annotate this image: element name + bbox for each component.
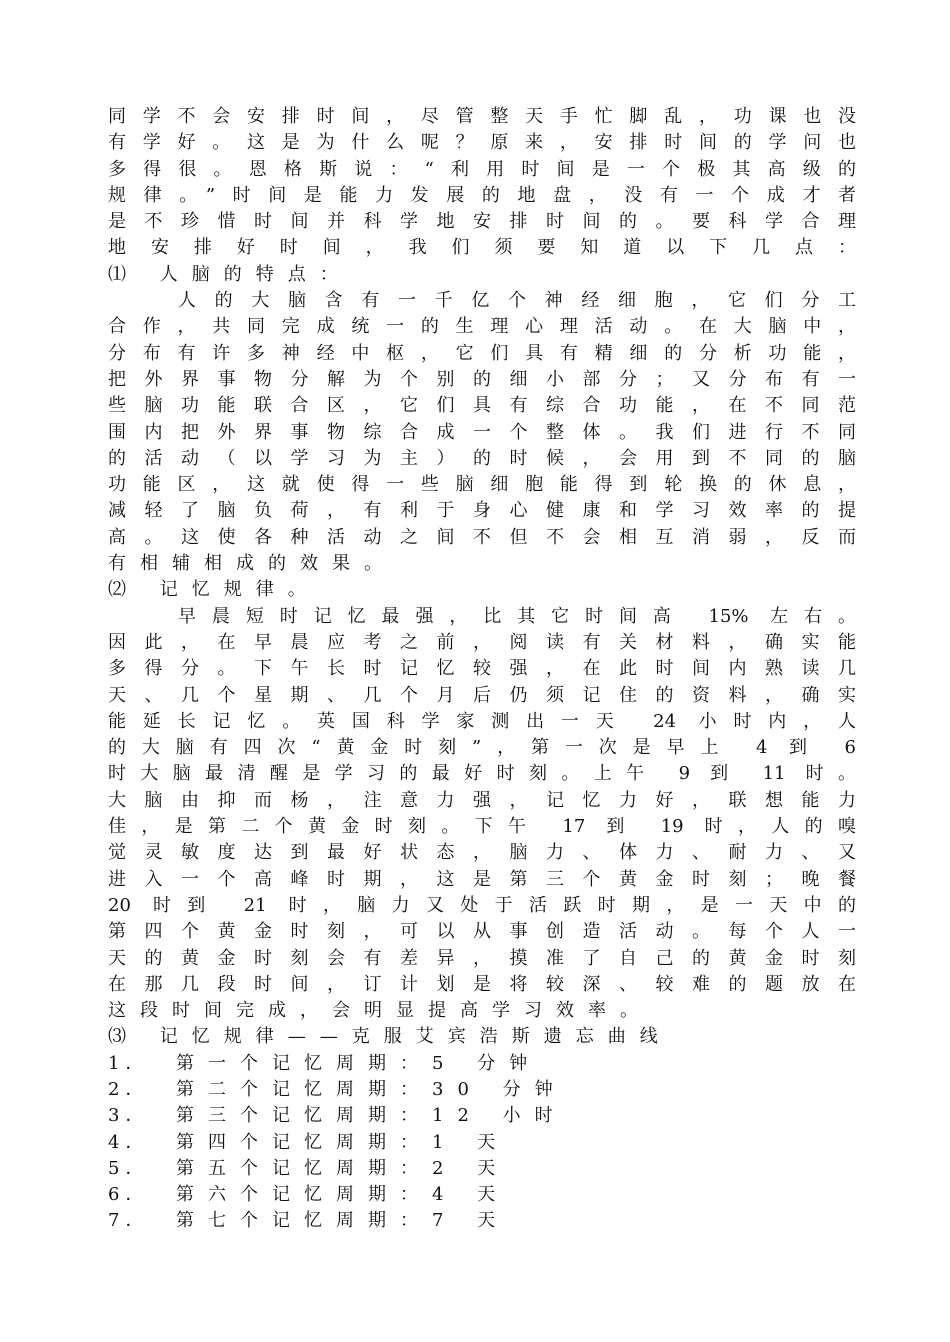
list-number: 1． (108, 1052, 150, 1074)
list-item (108, 1156, 856, 1182)
paragraph-line: 这段时间完成，会明显提高学习效率。 (108, 1000, 652, 1022)
list-text: 第四个记忆周期：1 天 (176, 1131, 510, 1153)
paragraph-line: 减轻了脑负荷，有利于身心健康和学习效率的提 (108, 500, 856, 522)
list-text: 第五个记忆周期：2 天 (176, 1157, 510, 1179)
paragraph-line: 合作，共同完成统一的生理心理活动。在大脑中， (108, 316, 856, 338)
paragraph-line: 能延长记忆。英国科学家测出一天 24 小时内，人 (108, 710, 856, 732)
paragraph-line: 有相辅相成的效果。 (108, 553, 396, 575)
list-text: 第二个记忆周期：30 分钟 (176, 1078, 567, 1100)
section-heading-brain: ⑴ 人脑的特点： (108, 263, 352, 285)
list-number: 2． (108, 1078, 150, 1100)
paragraph-line: 因此，在早晨应考之前，阅读有关材料，确实能 (108, 631, 856, 653)
paragraph-line: 的大脑有四次“黄金时刻”，第一次是早上 4 到 6 (108, 737, 856, 759)
paragraph-line: 同学不会安排时间，尽管整天手忙脚乱，功课也没 (108, 106, 856, 127)
list-item (108, 1051, 856, 1077)
list-text: 第一个记忆周期：5 分钟 (176, 1052, 542, 1074)
list-text: 第七个记忆周期：7 天 (176, 1210, 510, 1232)
list-item (108, 1077, 856, 1103)
paragraph-line: 早晨短时记忆最强，比其它时间高 15% 左右。 (178, 605, 856, 627)
section-heading-forgetting-curve: ⑶ 记忆规律——克服艾宾浩斯遗忘曲线 (108, 1026, 672, 1048)
paragraph-line: 20 时到 21 时，脑力又处于活跃时期，是一天中的 (108, 894, 856, 916)
paragraph-line: 大脑由抑而杨，注意力强，记忆力好，联想能力 (108, 789, 856, 811)
paragraph-line: 觉灵敏度达到最好状态，脑力、体力、耐力、又 (108, 842, 856, 864)
list-item (108, 1103, 856, 1129)
list-number: 5． (108, 1157, 150, 1179)
paragraph-line: 高。这使各种活动之间不但不会相互消弱，反而 (108, 526, 856, 548)
paragraph-line: 多得分。下午长时记忆较强，在此时间内熟读几 (108, 658, 856, 680)
paragraph-line: 天的黄金时刻会有差异，摸准了自己的黄金时刻 (108, 947, 856, 969)
paragraph-line: 有学好。这是为什么呢？原来，安排时间的学问也 (108, 132, 856, 154)
paragraph-line: 进入一个高峰时期，这是第三个黄金时刻；晚餐 (108, 868, 856, 890)
paragraph-line: 围内把外界事物综合成一个整体。我们进行不同 (108, 421, 856, 443)
list-number: 6． (108, 1184, 150, 1206)
paragraph-line: 天、几个星期、几个月后仍须记住的资料，确实 (108, 684, 856, 706)
paragraph-line: 些脑功能联合区，它们具有综合功能，在不同范 (108, 395, 856, 417)
paragraph-line: 把外界事物分解为个别的细小部分；又分布有一 (108, 368, 856, 390)
paragraph-line: 人的大脑含有一千亿个神经细胞，它们分工 (178, 290, 856, 312)
paragraph-line: 地安排好时间，我们须要知道以下几点： (108, 237, 856, 259)
paragraph-line: 佳，是第二个黄金时刻。下午 17 到 19 时，人的嗅 (108, 816, 856, 838)
list-item (108, 1182, 856, 1208)
paragraph-line: 在那几段时间，订计划是将较深、较难的题放在 (108, 973, 856, 995)
document-body (108, 104, 856, 1235)
list-text: 第六个记忆周期：4 天 (176, 1184, 510, 1206)
list-number: 3． (108, 1105, 150, 1127)
list-text: 第三个记忆周期：12 小时 (176, 1105, 567, 1127)
list-number: 7． (108, 1210, 150, 1232)
section-heading-memory: ⑵ 记忆规律。 (108, 579, 320, 601)
paragraph-line: 第四个黄金时刻，可以从事创造活动。每个人一 (108, 921, 856, 943)
paragraph-line: 分布有许多神经中枢，它们具有精细的分析功能， (108, 342, 856, 364)
list-number: 4． (108, 1131, 150, 1153)
paragraph-line: 多得很。恩格斯说：“利用时间是一个极其高级的 (108, 158, 856, 180)
list-item (108, 1130, 856, 1156)
paragraph-line: 功能区，这就使得一些脑细胞能得到轮换的休息， (108, 474, 856, 496)
paragraph-line: 规律。”时间是能力发展的地盘，没有一个成才者 (108, 184, 856, 206)
list-item (108, 1208, 856, 1234)
paragraph-line: 时大脑最清醒是学习的最好时刻。上午 9 到 11 时。 (108, 763, 856, 785)
paragraph-line: 的活动（以学习为主）的时候，会用到不同的脑 (108, 447, 856, 469)
paragraph-line: 是不珍惜时间并科学地安排时间的。要科学合理 (108, 211, 856, 233)
